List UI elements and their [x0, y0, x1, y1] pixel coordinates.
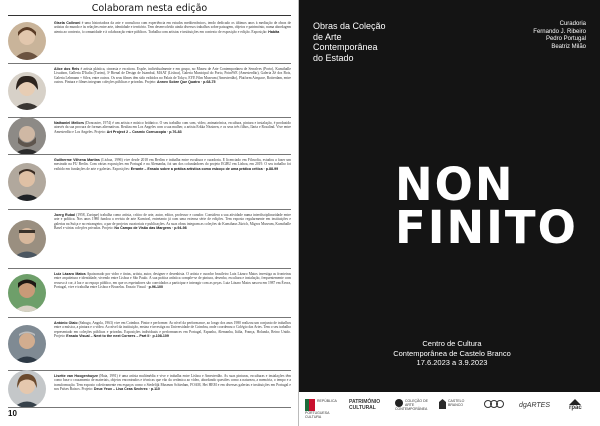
contributor-name: Gisela Colleoni — [54, 21, 81, 25]
contributor-bio: é uma historiadora da arte e consultora com experiência em estudos mediterrânicos, tendo dedicado os últimos anos à mediação de obras de artistas do mundo e às relações entre arte, identidade e território. Tem desenvolvido ainda diversos trabalhos sobre paisagem, objetos e património, numa abordagem atenta ao contexto, à comunidade e à colaboração entre públicos. Trabalha com artistas e instituições em contexto de exposição e edição. Exposição: — [54, 21, 291, 34]
contributor-bio: (Haia, 1991) é uma artista multimédia e vive e trabalha entre Lisboa e Amesterdão. As suas pinturas, esculturas e instalações têm como base o cruzamento de materiais, objetos encontrados e técnicas que vão da cerâmica ao vídeo, abordando questões como a natureza, a memória, o tempo e a transformação. Tem exposto coletivamente em espaços como o Stedelijk Museum Schiedam, FOAM, Het HEM e em diversas galerias e instituições em Portugal e nos Países Baixos. Projeto: — [54, 374, 291, 392]
advert-page — [299, 0, 600, 426]
exhibition-title-word: FINITO — [395, 201, 578, 254]
contributor-project: Errante – Ensaio sobre a prática artística como esboço de uma prática crítica · p.88-99 — [130, 166, 279, 171]
contributor-photo — [8, 220, 46, 258]
curators-label: Curadoria — [559, 21, 586, 27]
contributor-name: Nathaniel Mellors — [54, 121, 84, 125]
contributors-page — [0, 0, 299, 426]
contributor-entry — [8, 209, 291, 267]
contributor-name: Luiz Lázaro Matos — [54, 272, 86, 276]
subtitle-line: de Arte — [313, 31, 342, 42]
contributor-name: Lisette van Hoogenhuyze — [54, 374, 98, 378]
page-heading: Colaboram nesta edição — [8, 3, 291, 16]
contributor-photo — [8, 274, 46, 312]
subtitle-line: do Estado — [313, 52, 354, 63]
venue-line: Centro de Cultura — [422, 339, 482, 348]
curators-block — [486, 21, 586, 51]
coleccao-arte-contemporanea-logo: COLEÇÃO DE ARTE CONTEMPORÂNEA — [395, 399, 428, 411]
contributor-photo — [8, 370, 46, 408]
cccb-logo — [484, 399, 508, 419]
contributor-project: Annex Sobre Que Quatro · p.68-75 — [157, 80, 216, 85]
subtitle-line: Obras da Coleção — [313, 21, 386, 31]
contributor-name: António Olaio — [54, 321, 78, 325]
contributor-bio: é artista plástica, cineasta e escritora. Expõe, individualmente e em grupo, no Museu de Arte Contemporânea de Serralves (Porto), Kunsthalle Lissabon, Galleria D'Italia (Turim), 3ª Bienal de Design de Istambul, MAAT (Lisboa), Galeria Municipal do Porto, PointWE (Amesterdão), Galeria Zé dos Bois, Galeria Lehmann + Silva, entre outros. Os seus filmes têm sido exibidos no Palais de Tokyo, EYE Film Museum (Amesterdão), Platform Airspace, Rotterdam, entre outros. Pintura e filmes integram coleções públicas e privadas. Projeto: — [54, 67, 291, 85]
contributor-entry — [8, 18, 291, 62]
contributor-entry — [8, 63, 291, 116]
contributor-project: Deux Yeux – Lisa Ceas Sechrec · p.110 — [93, 387, 160, 392]
curator-name: Fernando J. Ribeiro — [533, 28, 586, 35]
contributor-photo — [8, 22, 46, 60]
contributor-entry — [8, 317, 291, 369]
contributor-bio: (Doncaster, 1974) é um artista e músico britânico. O seu trabalho com som, vídeo, animatrónica, escultura, pintura e instalação, é produzido através da sua procura de formas alternativas. Realiza em Los Angeles com a sua mulher, a artista Erkka Nissinen, e os seus três filhos, Ilaria e Rosalind. Vive entre Amesterdão e Los Angeles. Projeto: — [54, 121, 291, 134]
contributor-project: p.96-100 — [148, 285, 164, 290]
contributor-photo — [8, 117, 46, 155]
contributor-entry — [8, 268, 291, 316]
contributor-bio: (1958, Zurique) trabalha como artista, crítico de arte, autor, editor, professor e curador. Considera a sua atividade numa interdisciplinaridade entre arte e política. Nos anos 1980 fundou a revista de arte Karnival, entretanto já com uma extensa série de edições. Tem exposto regularmente em instituições e galerias na Suíça e no estrangeiro, a par de projetos curatoriais e publicações. As suas obras integram as coleções do Kunsthaus Zürich, Migros Museum, Kunsthalle Basel e várias coleções privadas. Projeto: — [54, 213, 291, 231]
contributor-bio: (Lisboa, 1996) vive desde 2018 em Berlim e trabalha entre escultura e curadoria. É licenciado em Filosofia, estudou a fazer um mestrado na FU Berlin. Com várias exposições em Portugal e na Alemanha, foi um dos cofundadores do projeto EGBU em Lisboa, em 2019. O seu trabalho foi exibido em fundações de arte e galerias. Exposições: — [54, 158, 291, 171]
contributor-entry — [8, 370, 291, 406]
castelo-branco-logo: CASTELO BRANCO — [439, 399, 477, 419]
page-number: 10 — [8, 409, 17, 418]
exhibition-subtitle — [313, 21, 423, 63]
contributor-project: Ensaio Visual – Next to the next Corners – Part II · p.108-109 — [66, 334, 169, 339]
curator-name: Pedro Portugal — [545, 36, 586, 42]
curator-name: Beatriz Milão — [551, 43, 586, 50]
republica-portuguesa-logo: REPÚBLICA PORTUGUESA CULTURA — [305, 399, 337, 419]
contributor-photo — [8, 163, 46, 201]
contributor-photo — [8, 72, 46, 110]
contributor-entry — [8, 407, 291, 408]
exhibition-dates: 17.6.2023 a 3.9.2023 — [416, 358, 488, 367]
dgartes-logo: dgARTES — [519, 402, 550, 409]
contributor-name: Joerg Rubal — [54, 213, 76, 217]
contributor-entry — [8, 154, 291, 208]
sponsor-logos-bar — [299, 392, 600, 426]
contributor-name: Guilherme Vilhena Martins — [54, 158, 100, 162]
contributor-project: No Campo de Visão das Margens · p.94-98 — [114, 226, 187, 231]
contributor-entry — [8, 117, 291, 153]
contributor-name: Alice dos Reis — [54, 67, 80, 71]
contributor-photo — [8, 325, 46, 363]
rpac-logo: rpac — [569, 399, 595, 419]
contributor-project: Art Project 2 – Cosmic Cornucopia · p.76-83 — [106, 129, 182, 134]
contributor-bio: Apaixonado por vidro e tintas, artista, autor, designer e desenhista. O artista e curador brasileiro Luiz Lázaro Matos investiga as fronteiras entre arquitetura e identidade, vivendo entre Lisboa e São Paulo. A sua prática artística compõe-se de pintura, desenho, escultura e instalação, frequentemente com recurso à cor, à luz e ao espaço público, em que os espetadores são convidados a participar e interagir com as peças. Luiz Lázaro Matos nasceu em 1987 em Évora, Portugal, vive e trabalha entre Lisboa e Bruxelas. Ensaio Visual · — [54, 272, 291, 290]
patrimonio-cultural-logo: PATRIMÓNIO CULTURAL — [349, 399, 381, 411]
contributor-bio: (Sabugo, Angola, 1963) vive em Coimbra. Pintor e performer. Ao nível da performance, ao longo dos anos 1980 realizou um conjunto de trabalhos entre a música, a pintura e o vídeo. Ao nível da instituição, ensina e investiga na Universidade de Coimbra, onde coordenou o Colégio das Artes. Tem o seu trabalho representado em coleções públicas e privadas. Exposições individuais e performances em Portugal, Espanha, Alemanha, Itália, França, Holanda, Reino Unido. Projeto: — [54, 321, 291, 339]
contributor-project: Habita — [268, 29, 280, 34]
exhibition-title-word: NON — [395, 158, 515, 211]
subtitle-line: Contemporânea — [313, 42, 378, 52]
venue-line: Contemporânea de Castelo Branco — [393, 348, 511, 358]
venue-block — [357, 339, 547, 368]
